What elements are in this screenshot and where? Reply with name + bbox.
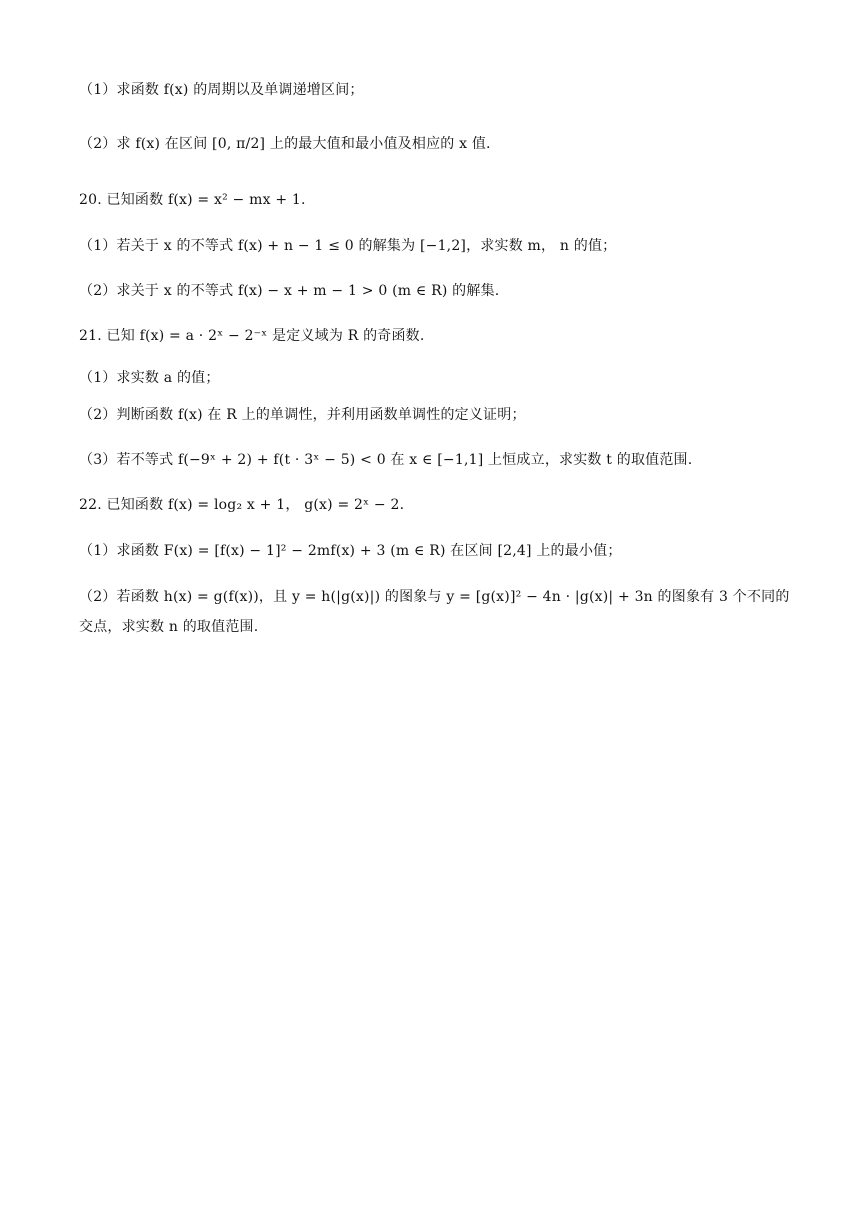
question-20-part-1: （1）若关于 x 的不等式 f(x) + n − 1 ≤ 0 的解集为 [−1,2]，求实数 m， n 的值； [79,238,617,254]
question-21-part-3: （3）若不等式 f(−9ˣ + 2) + f(t · 3ˣ − 5) < 0 在 x ∈ [−1,1] 上恒成立，求实数 t 的取值范围. [79,452,693,468]
question-21-stem: 21. 已知 f(x) = a · 2ˣ − 2⁻ˣ 是定义域为 R 的奇函数. [79,328,425,344]
question-21-part-1: （1）求实数 a 的值； [79,370,220,386]
question-22-stem: 22. 已知函数 f(x) = log₂ x + 1， g(x) = 2ˣ − 2. [79,497,405,513]
question-22-part-1: （1）求函数 F(x) = [f(x) − 1]² − 2mf(x) + 3 (m ∈ R) 在区间 [2,4] 上的最小值； [79,543,622,559]
question-21-part-2: （2）判断函数 f(x) 在 R 上的单调性，并利用函数单调性的定义证明； [79,407,526,423]
question-19-part-1: （1）求函数 f(x) 的周期以及单调递增区间； [79,82,364,98]
question-20-stem: 20. 已知函数 f(x) = x² − mx + 1. [79,192,306,208]
question-19-part-2: （2）求 f(x) 在区间 [0, π/2] 上的最大值和最小值及相应的 x 值. [79,136,491,152]
question-22-part-2: （2）若函数 h(x) = g(f(x))，且 y = h(|g(x)|) 的图象与 y = [g(x)]² − 4n · |g(x)| + 3n 的图象有 3 个不同的交点，求实数 n 的取值范围. [79,589,790,635]
question-20-part-2: （2）求关于 x 的不等式 f(x) − x + m − 1 > 0 (m ∈ R) 的解集. [79,283,500,299]
